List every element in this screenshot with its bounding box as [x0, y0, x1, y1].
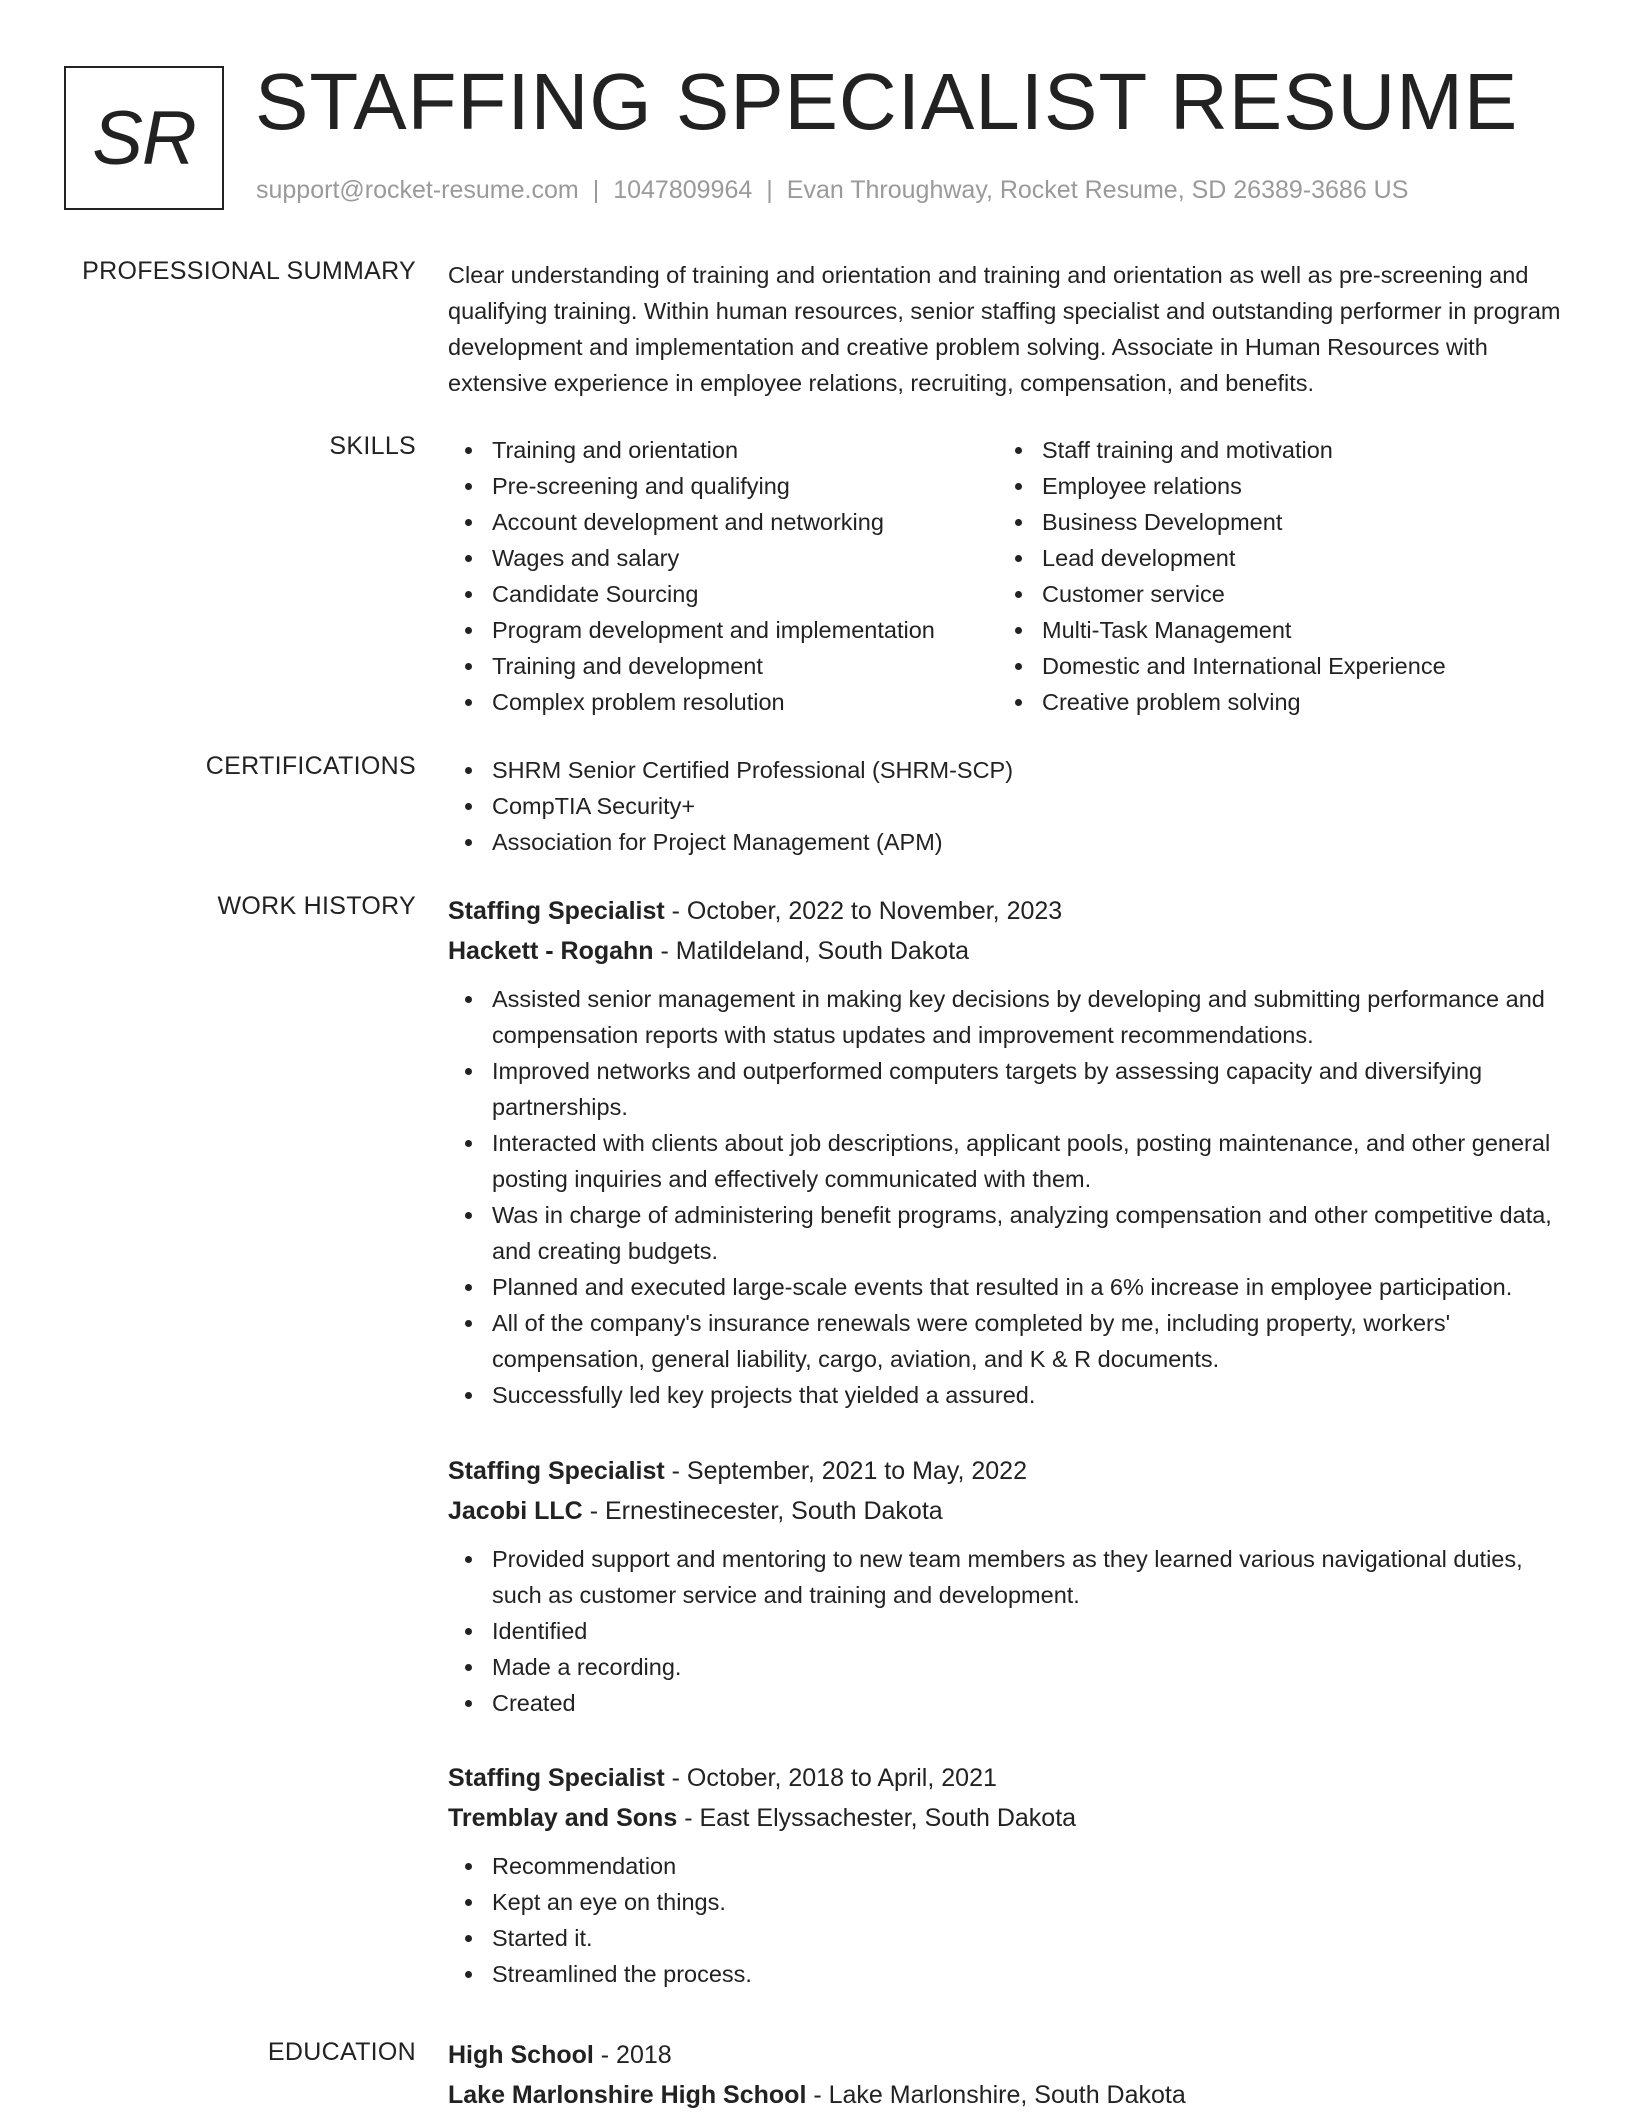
skills-list-right: [998, 432, 1548, 720]
job-company-line: [448, 931, 1572, 971]
skill-item: Training and development: [448, 648, 998, 684]
skill-item: Multi-Task Management: [998, 612, 1548, 648]
skill-item: Complex problem resolution: [448, 684, 998, 720]
work-history-heading: WORK HISTORY: [217, 892, 416, 920]
education-degree: High School: [448, 2041, 594, 2069]
skill-item: Staff training and motivation: [998, 432, 1548, 468]
education-entry: [448, 2035, 1572, 2112]
contact-address: Evan Throughway, Rocket Resume, SD 26389-3686 US: [786, 176, 1409, 204]
job-entry: [448, 891, 1572, 1413]
skill-item: Training and orientation: [448, 432, 998, 468]
skill-item: Lead development: [998, 540, 1548, 576]
job-company: Tremblay and Sons: [448, 1804, 678, 1832]
job-duty-item: Kept an eye on things.: [448, 1884, 1572, 1920]
skill-item: Business Development: [998, 504, 1548, 540]
certification-item: Association for Project Management (APM): [448, 824, 1572, 860]
skill-item: Employee relations: [998, 468, 1548, 504]
job-duties-list: [448, 981, 1572, 1413]
skill-item: Pre-screening and qualifying: [448, 468, 998, 504]
education-heading: EDUCATION: [267, 2038, 416, 2066]
education-year: - 2018: [593, 2041, 672, 2069]
job-location: - Matildeland, South Dakota: [653, 937, 970, 965]
job-duty-item: Improved networks and outperformed computers targets by assessing capacity and diversifying partnerships.: [448, 1053, 1572, 1125]
job-dates: - October, 2018 to April, 2021: [664, 1764, 997, 1792]
education-location: - Lake Marlonshire, South Dakota: [806, 2081, 1186, 2109]
job-duty-item: Assisted senior management in making key decisions by developing and submitting performance and compensation reports with status updates and improvement recommendations.: [448, 981, 1572, 1053]
certifications-list: [448, 752, 1572, 860]
job-duties-list: [448, 1848, 1572, 1992]
skill-item: Customer service: [998, 576, 1548, 612]
monogram-logo: SR: [64, 66, 224, 210]
skills-list-left: [448, 432, 998, 720]
job-duty-item: Provided support and mentoring to new team members as they learned various navigational duties, such as customer service and training and development.: [448, 1541, 1572, 1613]
certifications-body: [448, 752, 1572, 860]
job-company-line: [448, 1491, 1572, 1531]
skill-item: Creative problem solving: [998, 684, 1548, 720]
skill-item: Program development and implementation: [448, 612, 998, 648]
job-duty-item: Made a recording.: [448, 1649, 1572, 1685]
certification-item: SHRM Senior Certified Professional (SHRM-SCP): [448, 752, 1572, 788]
job-entry: [448, 1758, 1572, 1992]
job-title-line: [448, 1451, 1572, 1491]
job-location: - Ernestinecester, South Dakota: [582, 1497, 943, 1525]
job-duty-item: All of the company's insurance renewals were completed by me, including property, workers' compensation, general liability, cargo, aviation, and K & R documents.: [448, 1305, 1572, 1377]
job-duty-item: Planned and executed large-scale events that resulted in a 6% increase in employee participation.: [448, 1269, 1572, 1305]
certifications-heading: CERTIFICATIONS: [205, 752, 416, 780]
summary-heading: PROFESSIONAL SUMMARY: [82, 257, 416, 285]
job-duty-item: Successfully led key projects that yielded a assured.: [448, 1377, 1572, 1413]
contact-separator: |: [592, 176, 600, 204]
job-dates: - September, 2021 to May, 2022: [664, 1457, 1027, 1485]
education-school-line: [448, 2075, 1572, 2112]
contact-phone[interactable]: 1047809964: [613, 176, 753, 204]
job-title-line: [448, 1758, 1572, 1798]
summary-text: Clear understanding of training and orientation and training and orientation as well as pre-screening and qualifying training. Within human resources, senior staffing specialist and outstanding performer in program development and implementation and creative problem solving. Associate in Human Resources with extensive experience in employee relations, recruiting, compensation, and benefits.: [448, 262, 1561, 396]
job-duty-item: Created: [448, 1685, 1572, 1721]
skills-columns: [448, 432, 1572, 720]
job-title: Staffing Specialist: [448, 1764, 665, 1792]
skill-item: Candidate Sourcing: [448, 576, 998, 612]
job-title-line: [448, 891, 1572, 931]
certification-item: CompTIA Security+: [448, 788, 1572, 824]
job-company: Jacobi LLC: [448, 1497, 583, 1525]
job-title: Staffing Specialist: [448, 1457, 665, 1485]
job-company: Hackett - Rogahn: [448, 937, 654, 965]
skill-item: Account development and networking: [448, 504, 998, 540]
contact-email[interactable]: support@rocket-resume.com: [256, 176, 579, 204]
job-entry: [448, 1451, 1572, 1721]
resume-title: STAFFING SPECIALIST RESUME: [255, 57, 1519, 146]
contact-separator: |: [766, 176, 773, 204]
job-company-line: [448, 1798, 1572, 1838]
skill-item: Wages and salary: [448, 540, 998, 576]
job-dates: - October, 2022 to November, 2023: [664, 897, 1063, 925]
job-title: Staffing Specialist: [448, 897, 665, 925]
skills-heading: SKILLS: [329, 432, 416, 460]
education-school: Lake Marlonshire High School: [448, 2081, 807, 2109]
education-degree-line: [448, 2035, 1572, 2075]
job-duty-item: Recommendation: [448, 1848, 1572, 1884]
contact-line: [256, 176, 1408, 205]
skill-item: Domestic and International Experience: [998, 648, 1548, 684]
job-duty-item: Streamlined the process.: [448, 1956, 1572, 1992]
job-duty-item: Identified: [448, 1613, 1572, 1649]
job-duty-item: Interacted with clients about job descriptions, applicant pools, posting maintenance, and other general posting inquiries and effectively communicated with them.: [448, 1125, 1572, 1197]
job-duty-item: Was in charge of administering benefit programs, analyzing compensation and other competitive data, and creating budgets.: [448, 1197, 1572, 1269]
job-duty-item: Started it.: [448, 1920, 1572, 1956]
job-location: - East Elyssachester, South Dakota: [677, 1804, 1077, 1832]
job-duties-list: [448, 1541, 1572, 1721]
